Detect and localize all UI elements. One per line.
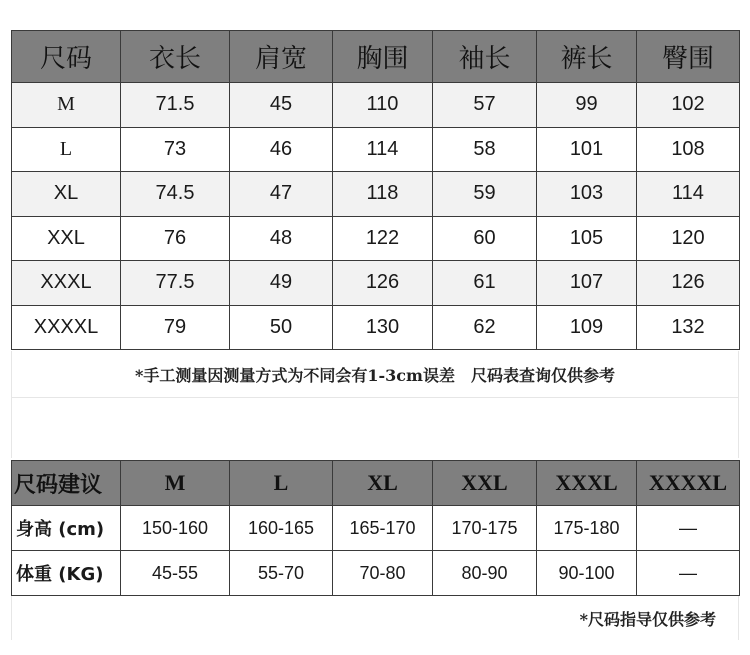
sleeve-cell: 60 [433, 216, 537, 261]
recommendation-header-row [12, 461, 740, 506]
header-shoulder: 肩宽 [230, 31, 333, 83]
weight-xxxxl-cell: — [637, 551, 740, 596]
length-cell: 77.5 [121, 261, 230, 306]
shoulder-cell: 48 [230, 216, 333, 261]
size-recommendation-table [11, 460, 740, 596]
weight-xl-cell: 70-80 [333, 551, 433, 596]
sleeve-cell: 59 [433, 172, 537, 217]
hip-cell: 102 [637, 83, 740, 128]
hip-cell: 114 [637, 172, 740, 217]
table-row [12, 83, 740, 128]
header-size-l: L [230, 461, 333, 506]
header-chest: 胸围 [333, 31, 433, 83]
weight-m-cell: 45-55 [121, 551, 230, 596]
chest-cell: 130 [333, 305, 433, 350]
pants-length-cell: 109 [537, 305, 637, 350]
size-cell: L [12, 127, 121, 172]
table-row [12, 127, 740, 172]
sleeve-cell: 62 [433, 305, 537, 350]
chest-cell: 118 [333, 172, 433, 217]
pants-length-cell: 99 [537, 83, 637, 128]
weight-l-cell: 55-70 [230, 551, 333, 596]
shoulder-cell: 45 [230, 83, 333, 128]
header-size-xxxxl: XXXXL [637, 461, 740, 506]
height-xxxl-cell: 175-180 [537, 506, 637, 551]
shoulder-cell: 46 [230, 127, 333, 172]
guidance-note: *尺码指导仅供参考 [11, 596, 739, 640]
size-cell: M [12, 83, 121, 128]
hip-cell: 108 [637, 127, 740, 172]
header-size-m: M [121, 461, 230, 506]
chest-cell: 126 [333, 261, 433, 306]
pants-length-cell: 101 [537, 127, 637, 172]
size-chart-table [11, 30, 740, 350]
chest-cell: 122 [333, 216, 433, 261]
table-row [12, 216, 740, 261]
length-cell: 76 [121, 216, 230, 261]
length-cell: 71.5 [121, 83, 230, 128]
header-sleeve: 袖长 [433, 31, 537, 83]
height-row [12, 506, 740, 551]
length-cell: 74.5 [121, 172, 230, 217]
hip-cell: 126 [637, 261, 740, 306]
table-row [12, 305, 740, 350]
table-row [12, 261, 740, 306]
sleeve-cell: 58 [433, 127, 537, 172]
size-cell: XXL [12, 216, 121, 261]
header-length: 衣长 [121, 31, 230, 83]
shoulder-cell: 47 [230, 172, 333, 217]
size-cell: XL [12, 172, 121, 217]
hip-cell: 132 [637, 305, 740, 350]
header-pants-length: 裤长 [537, 31, 637, 83]
pants-length-cell: 103 [537, 172, 637, 217]
shoulder-cell: 49 [230, 261, 333, 306]
header-size-xxl: XXL [433, 461, 537, 506]
header-size-xxxl: XXXL [537, 461, 637, 506]
chest-cell: 110 [333, 83, 433, 128]
sleeve-cell: 57 [433, 83, 537, 128]
height-xl-cell: 165-170 [333, 506, 433, 551]
height-xxxxl-cell: — [637, 506, 740, 551]
height-label: 身高 (cm) [12, 506, 121, 551]
sleeve-cell: 61 [433, 261, 537, 306]
header-size-recommendation: 尺码建议 [12, 461, 121, 506]
weight-label: 体重 (KG) [12, 551, 121, 596]
table-row [12, 172, 740, 217]
size-cell: XXXL [12, 261, 121, 306]
weight-row [12, 551, 740, 596]
length-cell: 79 [121, 305, 230, 350]
height-l-cell: 160-165 [230, 506, 333, 551]
shoulder-cell: 50 [230, 305, 333, 350]
pants-length-cell: 105 [537, 216, 637, 261]
hip-cell: 120 [637, 216, 740, 261]
measurement-note: *手工测量因测量方式为不同会有1-3cm误差 尺码表查询仅供参考 [11, 351, 739, 398]
length-cell: 73 [121, 127, 230, 172]
weight-xxxl-cell: 90-100 [537, 551, 637, 596]
size-chart-header-row [12, 31, 740, 83]
section-spacer [11, 398, 739, 458]
weight-xxl-cell: 80-90 [433, 551, 537, 596]
chest-cell: 114 [333, 127, 433, 172]
header-hip: 臀围 [637, 31, 740, 83]
size-cell: XXXXL [12, 305, 121, 350]
header-size: 尺码 [12, 31, 121, 83]
height-xxl-cell: 170-175 [433, 506, 537, 551]
height-m-cell: 150-160 [121, 506, 230, 551]
pants-length-cell: 107 [537, 261, 637, 306]
header-size-xl: XL [333, 461, 433, 506]
